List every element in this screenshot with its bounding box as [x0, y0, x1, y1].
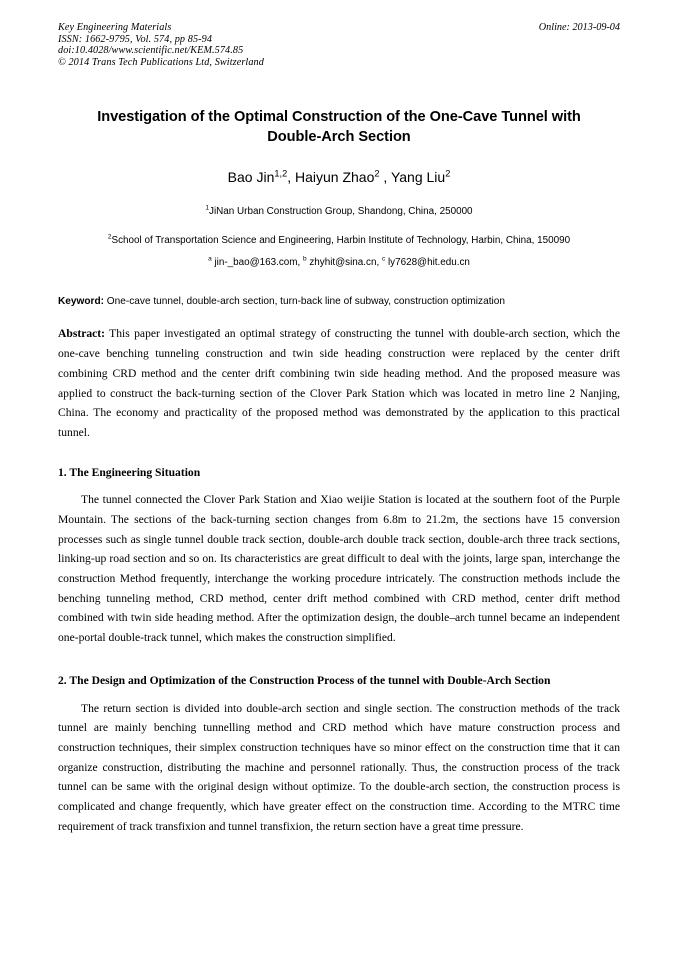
author-affiliation-marker-1: 1,2	[274, 168, 288, 179]
section-heading-1: 1. The Engineering Situation	[58, 465, 201, 479]
keyword-text: One-cave tunnel, double-arch section, turn-back line of subway, construction optimization	[104, 296, 505, 307]
author-list	[58, 168, 620, 186]
affiliation-1	[58, 204, 620, 220]
journal-name: Key Engineering Materials	[58, 22, 172, 33]
section-heading-2: 2. The Design and Optimization of the Construction Process of the tunnel with Double-Arch Section	[58, 673, 551, 687]
journal-doi: doi:10.4028/www.scientific.net/KEM.574.85	[58, 45, 244, 57]
keyword-block	[58, 294, 620, 310]
abstract-block	[58, 324, 620, 442]
online-date: Online: 2013-09-04	[538, 22, 620, 33]
affiliation-list	[58, 204, 620, 248]
email-marker-c: c	[381, 255, 386, 263]
author-separator-2: ,	[379, 169, 391, 185]
author-affiliation-marker-2: 2	[374, 168, 380, 179]
affiliation-2	[58, 233, 620, 249]
affiliation-marker-2: 2	[107, 233, 112, 241]
email-address-b[interactable]: zhyhit@sina.cn,	[306, 257, 382, 268]
author-name-2: Haiyun Zhao	[295, 169, 375, 185]
email-address-a[interactable]: jin-_bao@163.com,	[211, 257, 303, 268]
affiliation-marker-1: 1	[205, 204, 210, 212]
affiliation-2-text: School of Transportation Science and Engineering, Harbin Institute of Technology, Harbin, China, 150090	[111, 234, 571, 246]
section-paragraph-1: The tunnel connected the Clover Park Station and Xiao weijie Station is located at the southern foot of the Purple Mountain. The sections of the back-turning section changes from 6.8m to 21.2m, the sections have 15 conversion processes such as single tunnel double track section, double-arch double track section, double-arch three track sections, linking-up road section and so on. Its characteristics are great difficult to deal with the joints, large span, interchange the construction Method frequently, interchange the working procedure intricately. The construction methods include the benching tunneling method, CRD method, center drift method combined with CRD method, center drift method combined with twin side heading method. After the optimization design, the double–arch tunnel became an independent one-portal double-track tunnel, which makes the construction simplified.	[58, 493, 620, 645]
author-name-3: Yang Liu	[390, 169, 446, 185]
journal-issn-volume: ISSN: 1662-9795, Vol. 574, pp 85-94	[58, 33, 213, 45]
section-paragraph-2: The return section is divided into double-arch section and single section. The construction methods of the track tunnel are mainly benching tunnelling method and CRD method which have mature construction process and construction techniques, their simplex construction techniques have so minor effect on the construction time that it can organize construction, distributing the machine and personnel rationally. Thus, the construction process of the track tunnel can be same with the original design without optimize. To the double-arch section, the construction process is complicated and change frequently, which have greater effect on the construction time. According to the MTRC time requirement of track transfixion and tunnel transfixion, the return section have a great time pressure.	[58, 701, 620, 833]
abstract-label: Abstract:	[58, 327, 106, 341]
email-address-c[interactable]: ly7628@hit.edu.cn	[385, 257, 470, 268]
journal-header	[58, 22, 620, 84]
affiliation-1-text: JiNan Urban Construction Group, Shandong, China, 250000	[209, 206, 473, 217]
abstract-text: This paper investigated an optimal strategy of constructing the tunnel with double-arch section, which the one-cave benching tunneling construction and twin side heading construction were replaced by the center drift combining CRD method and the center drift combining twin side heading method. And the proposed measure was applied to construct the back-turning section of the Clover Park Station which was located in metro line 2 Nanjing, China. The economy and practicality of the proposed method was demonstrated by the application to this practical tunnel.	[58, 327, 620, 439]
email-marker-b: b	[302, 255, 307, 263]
journal-copyright: © 2014 Trans Tech Publications Ltd, Switzerland	[58, 56, 264, 68]
author-email-list	[58, 256, 620, 270]
email-marker-a: a	[208, 255, 212, 263]
journal-masthead	[58, 22, 620, 68]
author-name-1: Bao Jin	[227, 169, 275, 185]
page-title: Investigation of the Optimal Construction of the One-Cave Tunnel with Double-Arch Section	[97, 109, 581, 145]
keyword-label: Keyword:	[58, 296, 104, 307]
author-affiliation-marker-3: 2	[445, 168, 451, 179]
author-separator-1: ,	[287, 169, 295, 185]
